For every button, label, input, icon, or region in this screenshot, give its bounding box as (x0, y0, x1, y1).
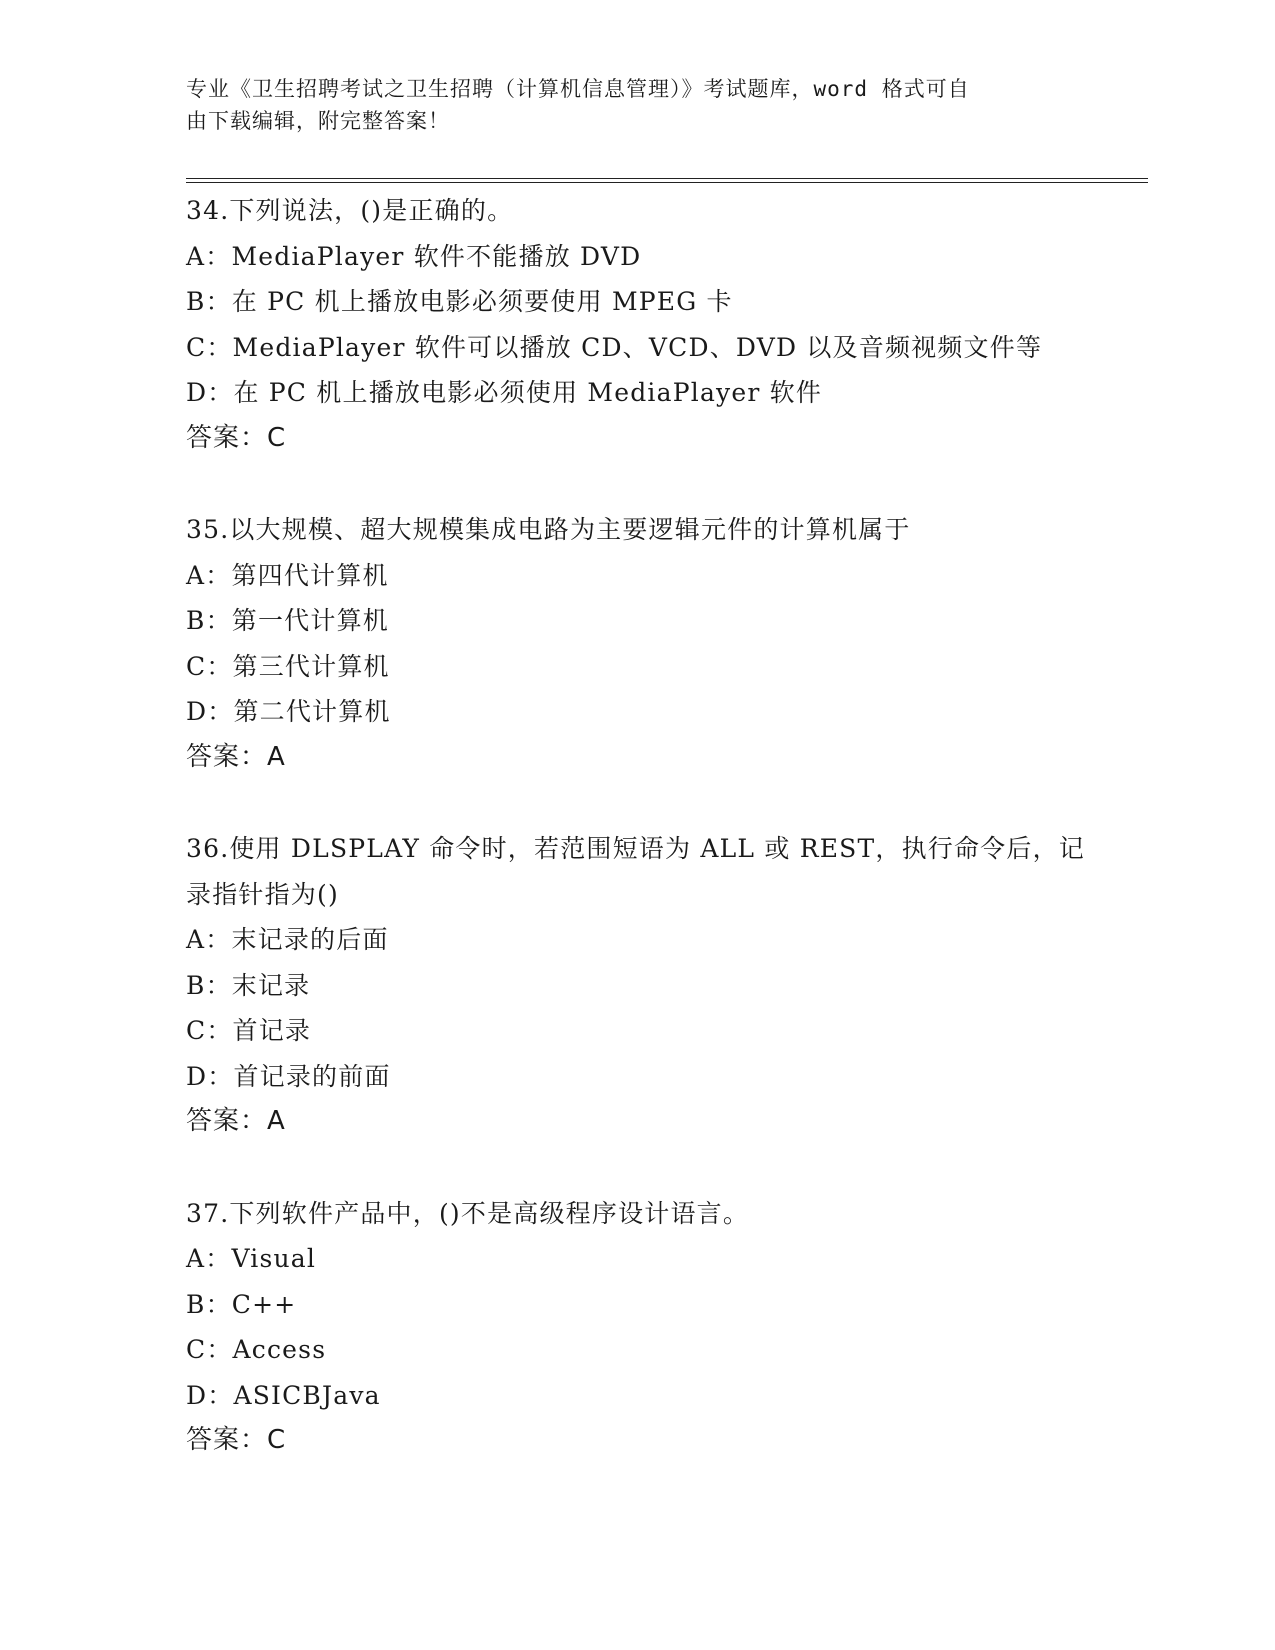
option-c: C：首记录 (186, 1016, 312, 1045)
question-35 (186, 507, 1086, 780)
header-line-1: 专业《卫生招聘考试之卫生招聘（计算机信息管理）》考试题库，word 格式可自 (186, 77, 970, 101)
question-stem: 34.下列说法，()是正确的。 (186, 196, 514, 225)
header-double-rule (186, 178, 1148, 183)
option-d: D：第二代计算机 (186, 697, 391, 726)
question-37 (186, 1191, 1086, 1464)
answer-line: 答案：A (186, 741, 286, 772)
answer-line: 答案：C (186, 1425, 287, 1455)
question-stem: 36.使用 DLSPLAY 命令时，若范围短语为 ALL 或 REST，执行命令后，记 (186, 834, 1085, 863)
option-a: A：末记录的后面 (186, 925, 389, 954)
option-a: A：Visual (186, 1244, 317, 1273)
document-header (186, 73, 1066, 137)
option-a: A：MediaPlayer 软件不能播放 DVD (186, 241, 642, 271)
option-d: D：ASICBJava (186, 1380, 381, 1410)
question-list (186, 188, 1086, 1510)
option-b: B：C++ (186, 1289, 297, 1319)
option-d: D：在 PC 机上播放电影必须使用 MediaPlayer 软件 (186, 378, 823, 407)
option-c: C：第三代计算机 (186, 651, 390, 681)
answer-line: 答案：A (186, 1106, 286, 1136)
header-line-2: 由下载编辑，附完整答案！ (186, 109, 450, 133)
answer-line: 答案：C (186, 422, 287, 453)
question-stem: 37.下列软件产品中，()不是高级程序设计语言。 (186, 1198, 750, 1228)
option-b: B：末记录 (186, 970, 311, 1000)
option-d: D：首记录的前面 (186, 1061, 391, 1091)
question-stem-continued: 录指针指为() (186, 879, 339, 909)
question-34 (186, 188, 1086, 461)
option-c: C：Access (186, 1335, 327, 1364)
option-b: B：第一代计算机 (186, 606, 389, 635)
question-36 (186, 826, 1086, 1145)
option-c: C：MediaPlayer 软件可以播放 CD、VCD、DVD 以及音频视频文件等 (186, 332, 1043, 362)
question-stem: 35.以大规模、超大规模集成电路为主要逻辑元件的计算机属于 (186, 515, 911, 544)
option-b: B：在 PC 机上播放电影必须要使用 MPEG 卡 (186, 287, 733, 316)
option-a: A：第四代计算机 (186, 560, 389, 590)
